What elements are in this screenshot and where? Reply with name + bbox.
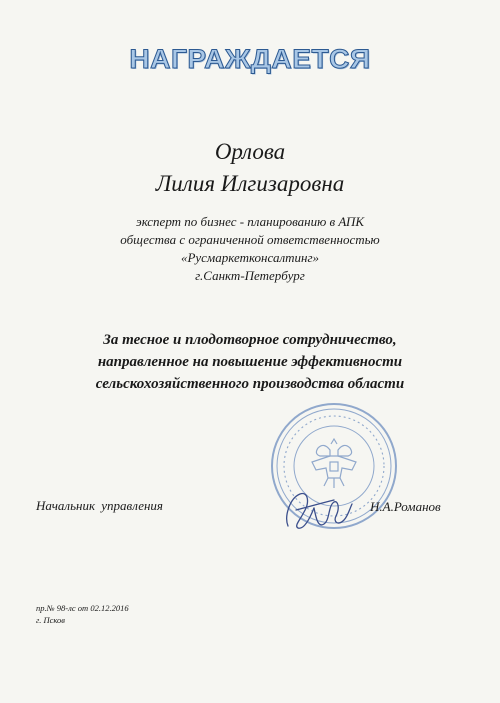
certificate-heading: НАГРАЖДАЕТСЯ (129, 44, 371, 74)
role-line: общества с ограниченной ответственностью (120, 232, 380, 247)
merit-line: За тесное и плодотворное сотрудничество, (103, 332, 397, 348)
role-line: «Русмаркетконсалтинг» (180, 250, 320, 265)
handwritten-signature-icon (278, 478, 358, 538)
recipient-surname: Орлова (214, 139, 286, 164)
order-number-date: пр.№ 98-лс от 02.12.2016 (36, 603, 129, 613)
signatory-position: Начальник управления (36, 498, 163, 513)
order-city: г. Псков (36, 615, 65, 625)
recipient-given-names: Лилия Илгизаровна (155, 171, 345, 196)
signatory-name: Н.А.Романов (370, 499, 441, 514)
merit-line: направленное на повышение эффективности (97, 354, 403, 370)
merit-line: сельскохозяйственного производства области (95, 376, 405, 392)
role-line: г.Санкт-Петербург (195, 268, 305, 283)
role-line: эксперт по бизнес - планированию в АПК (135, 214, 365, 229)
